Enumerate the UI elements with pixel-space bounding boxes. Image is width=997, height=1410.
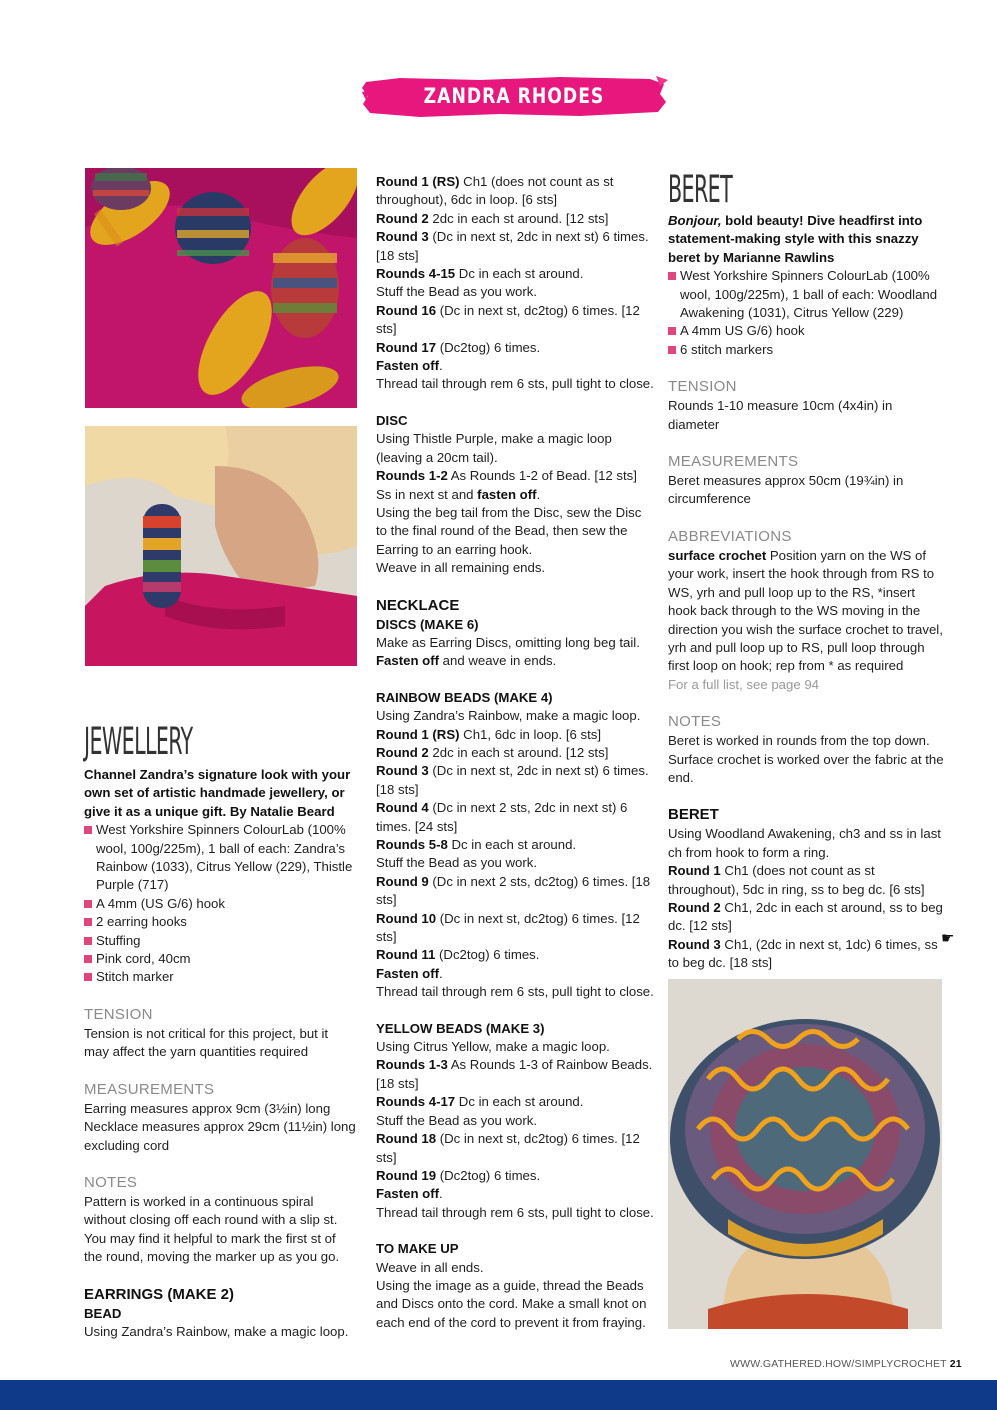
pattern-step: Round 17 (Dc2tog) 6 times.: [376, 339, 541, 355]
collection-banner: [360, 72, 668, 156]
necklace-heading: NECKLACE: [376, 596, 460, 614]
material-item: Stuffing: [84, 932, 356, 950]
pattern-step: Round 10 (Dc in next st, dc2tog) 6 times. [12 sts]: [376, 910, 640, 945]
jewellery-column: [84, 722, 356, 1341]
pattern-step: Using Thistle Purple, make a magic loop (leaving a 20cm tail).: [376, 431, 612, 465]
beret-notes-text: Beret is worked in rounds from the top down. Surface crochet is worked over the fabric at the end.: [668, 733, 944, 785]
pattern-step: Make as Earring Discs, omitting long beg tail.: [376, 634, 640, 650]
discs-heading: DISCS (MAKE 6): [376, 616, 479, 632]
hand-pointer-icon: ☛: [941, 930, 955, 947]
beret-tension-heading: TENSION: [668, 378, 737, 396]
pattern-step: Round 4 (Dc in next 2 sts, 2dc in next st) 6 times. [24 sts]: [376, 800, 628, 834]
bullet-square-icon: [84, 918, 92, 926]
pattern-step: Round 2 2dc in each st around. [12 sts]: [376, 210, 609, 226]
earring-model-photo: [85, 426, 357, 666]
notes-heading: NOTES: [84, 1173, 138, 1191]
pattern-step: Weave in all remaining ends.: [376, 560, 546, 576]
measurement-item: Earring measures approx 9cm (3½in) long: [84, 1100, 331, 1116]
pattern-step: Fasten off.: [376, 965, 443, 981]
beret-intro: Bonjour, bold beauty! Dive headfirst into statement-making style with this snazzy beret by Marianne Rawlins: [668, 213, 923, 265]
bullet-square-icon: [668, 346, 676, 354]
abbreviations-page-note: For a full list, see page 94: [668, 676, 820, 692]
pattern-step: Round 9 (Dc in next 2 sts, dc2tog) 6 times. [18 sts]: [376, 873, 651, 908]
beret-measurements-heading: MEASUREMENTS: [668, 453, 799, 471]
necklace-photo: [85, 168, 357, 408]
yellow-steps: [376, 1038, 654, 1222]
pattern-step: Round 11 (Dc2tog) 6 times.: [376, 947, 540, 963]
abbreviation-entry: surface crochet Position yarn on the WS of your work, insert the hook through from RS to WS, yrh and pull loop up to the RS, *insert hook back through to the WS moving in the direction you wish the surface crochet to travel, yrh and pull loop up to RS, pull loop through first loop on hook; rep from * as required: [668, 547, 943, 674]
pattern-step: Rounds 5-8 Dc in each st around.: [376, 837, 577, 852]
pattern-step: Round 3 (Dc in next st, 2dc in next st) 6 times. [18 sts]: [376, 763, 649, 797]
pattern-step: Round 3 Ch1, (2dc in next st, 1dc) 6 times, ss to beg dc. [18 sts]: [668, 936, 938, 971]
pattern-step: Stuff the Bead as you work.: [376, 855, 538, 871]
pattern-step: Fasten off.: [376, 358, 443, 374]
pattern-step: Fasten off.: [376, 1186, 443, 1202]
pattern-step: Using Woodland Awakening, ch3 and ss in last ch from hook to form a ring.: [668, 826, 941, 860]
pattern-step: Fasten off and weave in ends.: [376, 653, 557, 669]
beret-pattern-heading: BERET: [668, 806, 719, 824]
beret-measurements-text: Beret measures approx 50cm (19¾in) in circumference: [668, 473, 904, 507]
pattern-step: Round 1 (RS) Ch1, 6dc in loop. [6 sts]: [376, 726, 601, 742]
pattern-step: Stuff the Bead as you work.: [376, 284, 538, 300]
bead-intro: Using Zandra’s Rainbow, make a magic loop.: [84, 1323, 349, 1339]
pattern-step: Thread tail through rem 6 sts, pull tight to close.: [376, 376, 654, 392]
pattern-step: Thread tail through rem 6 sts, pull tight to close.: [376, 984, 654, 1000]
jewellery-title: JEWELLERY: [84, 720, 193, 763]
pattern-step: Rounds 1-3 As Rounds 1-3 of Rainbow Beads. [18 sts]: [376, 1057, 653, 1091]
tension-heading: TENSION: [84, 1005, 153, 1023]
beret-rounds: [668, 825, 944, 972]
jewellery-intro: Channel Zandra’s signature look with your own set of artistic handmade jewellery, or give it as a unique gift. By Natalie Beard: [84, 767, 351, 819]
pattern-step: Thread tail through rem 6 sts, pull tight to close.: [376, 1204, 654, 1220]
pattern-column: [376, 173, 654, 1332]
pattern-step: Ss in next st and fasten off.: [376, 486, 541, 502]
beret-materials-list: [668, 267, 944, 359]
material-item: Stitch marker: [84, 968, 356, 986]
bead-rounds: [376, 173, 654, 394]
pattern-step: Rounds 1-2 As Rounds 1-2 of Bead. [12 sts]: [376, 468, 637, 484]
disc-heading: DISC: [376, 412, 408, 428]
pattern-step: Round 1 (RS) Ch1 (does not count as st throughout), 6dc in loop. [6 sts]: [376, 174, 614, 208]
beret-notes-heading: NOTES: [668, 713, 722, 731]
tension-text: Tension is not critical for this project, but it may affect the yarn quantities required: [84, 1025, 329, 1060]
bullet-square-icon: [668, 327, 676, 335]
yellow-beads-heading: YELLOW BEADS (MAKE 3): [376, 1020, 545, 1036]
pattern-step: Round 18 (Dc in next st, dc2tog) 6 times. [12 sts]: [376, 1131, 640, 1165]
bottom-bar: [0, 1380, 997, 1410]
material-item: Pink cord, 40cm: [84, 950, 356, 968]
pattern-step: Rounds 4-17 Dc in each st around.: [376, 1094, 584, 1110]
bullet-square-icon: [84, 973, 92, 981]
pattern-step: Stuff the Bead as you work.: [376, 1112, 538, 1128]
bullet-square-icon: [84, 937, 92, 945]
jewellery-materials-list: [84, 821, 356, 987]
make-up-step: Using the image as a guide, thread the Beads and Discs onto the cord. Make a small knot on each end of the cord to prevent it from fraying.: [376, 1277, 647, 1330]
footer-url: WWW.GATHERED.HOW/SIMPLYCROCHET 21: [730, 1358, 962, 1370]
pattern-step: Round 2 Ch1, 2dc in each st around, ss to beg dc. [12 sts]: [668, 899, 943, 934]
measurement-item: Necklace measures approx 29cm (11½in) long excluding cord: [84, 1119, 356, 1153]
pattern-step: Round 19 (Dc2tog) 6 times.: [376, 1167, 541, 1183]
beret-column: [668, 170, 944, 973]
measurements-heading: MEASUREMENTS: [84, 1080, 215, 1098]
beret-title: BERET: [668, 168, 733, 211]
pattern-step: Rounds 4-15 Dc in each st around.: [376, 266, 584, 282]
beret-tension-text: Rounds 1-10 measure 10cm (4x4in) in diameter: [668, 398, 893, 432]
pattern-step: Round 2 2dc in each st around. [12 sts]: [376, 744, 609, 760]
rainbow-beads-heading: RAINBOW BEADS (MAKE 4): [376, 689, 553, 705]
bullet-square-icon: [84, 826, 92, 834]
material-item: 6 stitch markers: [668, 341, 944, 359]
bullet-square-icon: [84, 955, 92, 963]
discs-steps: [376, 634, 654, 671]
pattern-step: Round 1 Ch1 (does not count as st throughout), 5dc in ring, ss to beg dc. [6 sts]: [668, 863, 925, 897]
make-up-heading: TO MAKE UP: [376, 1241, 459, 1257]
rainbow-steps: [376, 707, 654, 1002]
notes-text: Pattern is worked in a continuous spiral without closing off each round with a slip st. You may find it helpful to mark the first st of the round, moving the marker up as you go.: [84, 1193, 340, 1265]
pattern-step: Using the beg tail from the Disc, sew the Disc to the final round of the Bead, then sew the Earring to an earring hook.: [376, 504, 642, 557]
material-item: A 4mm (US G/6) hook: [84, 895, 356, 913]
pattern-step: Using Citrus Yellow, make a magic loop.: [376, 1039, 610, 1055]
earrings-heading: EARRINGS (MAKE 2): [84, 1285, 235, 1303]
material-item: West Yorkshire Spinners ColourLab (100% wool, 100g/225m), 1 ball of each: Woodland Awakening (1031), Citrus Yellow (229): [668, 267, 944, 322]
bullet-square-icon: [668, 272, 676, 280]
collection-title: ZANDRA RHODES COLLECTION: [423, 84, 605, 156]
material-item: A 4mm US G/6) hook: [668, 322, 944, 340]
pattern-step: Round 3 (Dc in next st, 2dc in next st) 6 times. [18 sts]: [376, 229, 649, 263]
material-item: West Yorkshire Spinners ColourLab (100% wool, 100g/225m), 1 ball of each: Zandra’s Rainbow (1033), Citrus Yellow (229), Thistle Purple (717): [84, 821, 356, 895]
bead-heading: BEAD: [84, 1305, 122, 1321]
pattern-step: Round 16 (Dc in next st, dc2tog) 6 times. [12 sts]: [376, 302, 640, 337]
material-item: 2 earring hooks: [84, 913, 356, 931]
beret-photo: [668, 979, 942, 1329]
make-up-step: Weave in all ends.: [376, 1259, 484, 1275]
abbreviations-heading: ABBREVIATIONS: [668, 527, 792, 545]
disc-steps: [376, 430, 654, 577]
bullet-square-icon: [84, 900, 92, 908]
pattern-step: Using Zandra’s Rainbow, make a magic loop.: [376, 708, 641, 724]
